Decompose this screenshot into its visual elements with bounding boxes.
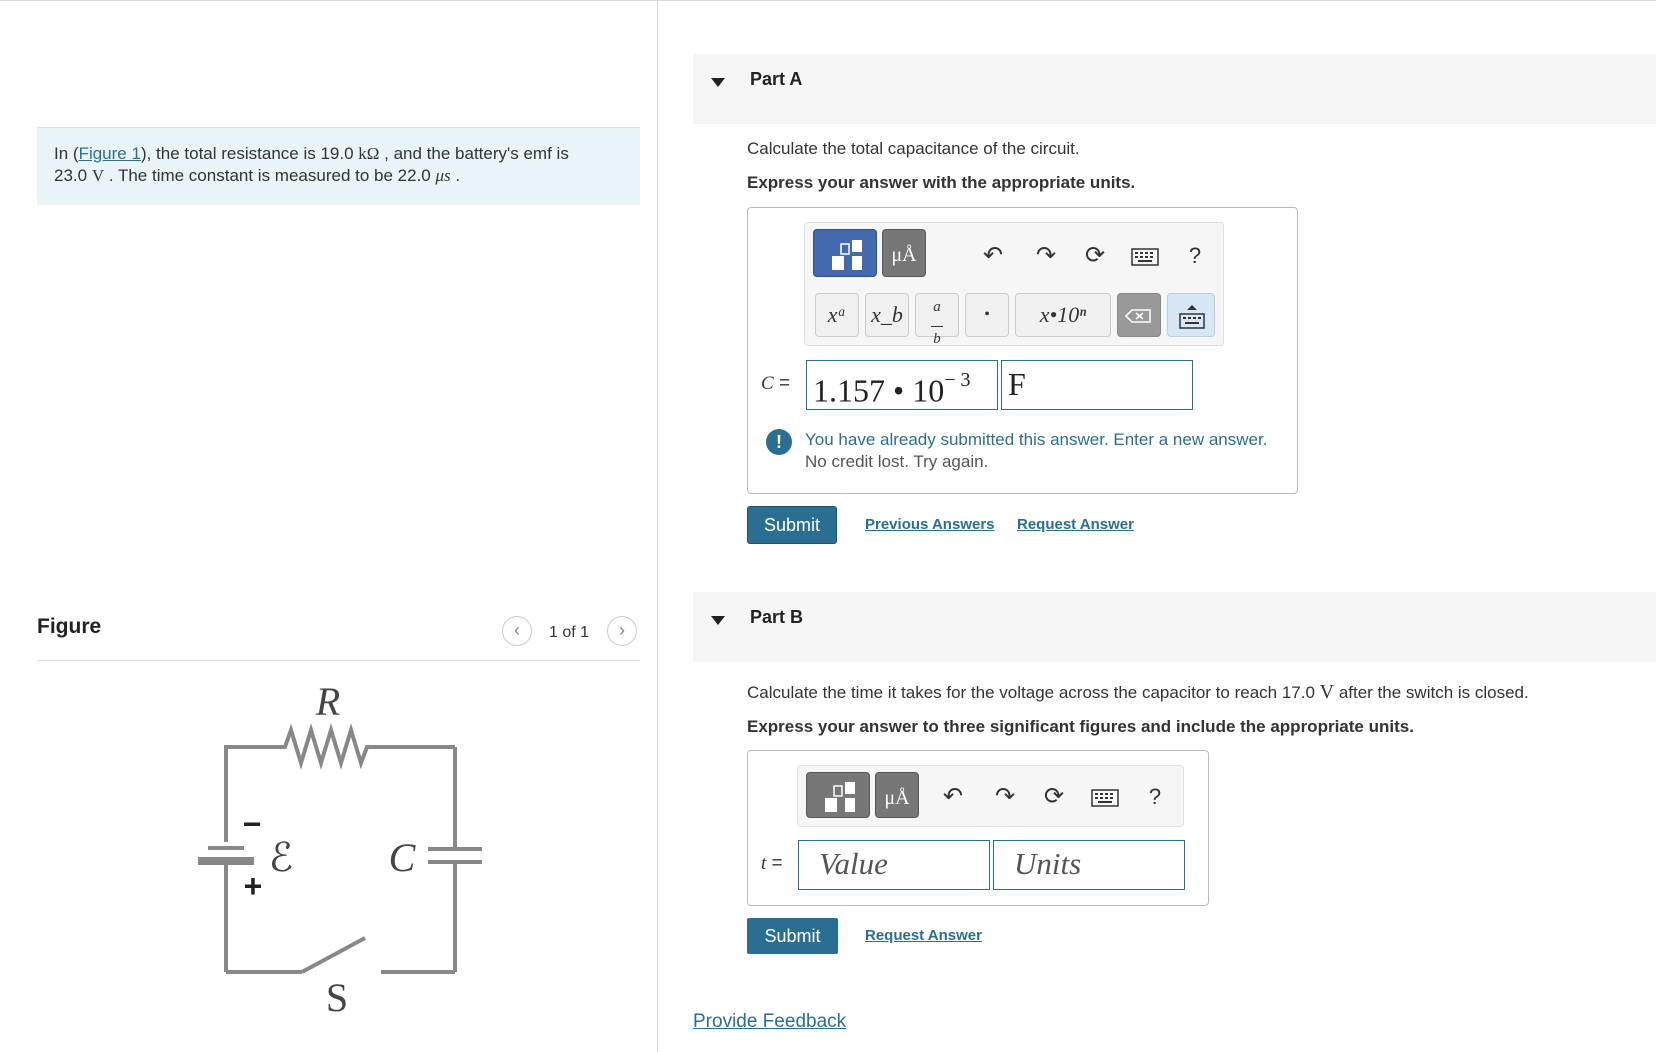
part-b-title: Part B (750, 607, 804, 627)
prev-figure-button[interactable] (502, 616, 532, 646)
reset-icon[interactable]: ⟳ (1084, 242, 1106, 269)
templates-button[interactable] (806, 772, 870, 818)
keyboard-icon[interactable] (1130, 245, 1160, 273)
time-unit: μs (435, 166, 451, 185)
part-b-math-toolbar (797, 765, 1184, 827)
problem-text: , and the battery's emf is (379, 144, 569, 163)
units-value: F (1008, 366, 1026, 402)
next-figure-button[interactable] (607, 616, 637, 646)
problem-statement (37, 127, 640, 205)
question-unit: V (1319, 681, 1335, 703)
time-value-input[interactable]: Value (798, 840, 990, 890)
part-b-question (747, 681, 1529, 704)
keyboard-toggle-button[interactable] (1167, 293, 1215, 337)
provide-feedback-link[interactable]: Provide Feedback (693, 1011, 847, 1032)
subscript-button[interactable] (865, 293, 909, 337)
help-icon[interactable]: ? (1148, 784, 1162, 809)
switch-label: S (325, 975, 349, 1020)
top-border (0, 0, 1656, 1)
rc-circuit-diagram (170, 665, 510, 1025)
help-icon[interactable]: ? (1188, 243, 1202, 268)
dot-label: • (984, 306, 990, 323)
superscript-label: xᵃ (827, 302, 847, 327)
chevron-right-icon: › (619, 620, 625, 640)
voltage-unit: V (91, 166, 105, 185)
undo-icon[interactable]: ↶ (982, 242, 1004, 269)
value-mantissa: 1.157 • 10 (813, 372, 945, 409)
part-a-instruction: Express your answer with the appropriate units. (747, 173, 1136, 192)
previous-answers-link[interactable]: Previous Answers (865, 516, 995, 533)
problem-text: . The time constant is measured to be 22.0 (104, 166, 436, 185)
figure-title: Figure (37, 615, 102, 638)
templates-icon (807, 773, 871, 819)
resistor-label: R (315, 679, 341, 724)
units-button[interactable] (875, 772, 919, 818)
value-exponent: − 3 (944, 369, 971, 391)
question-text: Calculate the time it takes for the voltage across the capacitor to reach 17.0 (747, 683, 1320, 702)
figure-link[interactable]: Figure 1 (78, 144, 141, 163)
templates-button[interactable] (813, 229, 877, 277)
figure-pager: 1 of 1 (549, 624, 590, 641)
time-variable-label: t = (761, 853, 783, 874)
part-b-instruction: Express your answer to three significant figures and include the appropriate units. (747, 717, 1414, 736)
templates-icon (814, 230, 878, 278)
capacitance-value-field[interactable] (806, 360, 998, 410)
subscript-label: x_b (871, 302, 903, 327)
redo-icon[interactable]: ↷ (994, 783, 1016, 810)
emf-label: ℰ (268, 835, 294, 880)
minus-sign: − (242, 806, 262, 842)
capacitance-units-field[interactable] (1001, 360, 1193, 410)
collapse-caret-icon (711, 616, 725, 625)
part-a-header[interactable] (693, 54, 1656, 124)
switch-arm (302, 938, 365, 972)
capacitance-variable-label: C = (761, 373, 791, 394)
sci-notation-label: x•10ⁿ (1039, 302, 1087, 327)
alert-icon: ! (766, 429, 792, 455)
units-button-label: μÅ (891, 244, 917, 266)
redo-icon[interactable]: ↷ (1035, 242, 1057, 269)
part-a-title: Part A (750, 69, 803, 89)
part-a-request-answer-link[interactable]: Request Answer (1017, 516, 1134, 533)
superscript-button[interactable] (815, 293, 859, 337)
part-a-answer-box (747, 207, 1298, 494)
collapse-caret-icon (711, 78, 725, 87)
part-a-math-toolbar (804, 222, 1224, 346)
time-units-input[interactable]: Units (993, 840, 1185, 890)
alert-message: You have already submitted this answer. Enter a new answer. (805, 430, 1268, 449)
alert-submessage: No credit lost. Try again. (805, 452, 989, 471)
units-button-label: μÅ (884, 787, 910, 809)
part-a-question: Calculate the total capacitance of the circuit. (747, 139, 1080, 158)
problem-text: In ( (54, 144, 79, 163)
problem-text: 23.0 (54, 166, 92, 185)
fraction-numerator: a (933, 299, 941, 315)
resistance-unit: kΩ (358, 144, 380, 163)
undo-icon[interactable]: ↶ (942, 783, 964, 810)
question-text: after the switch is closed. (1334, 683, 1529, 702)
resistor-wire (226, 730, 455, 763)
part-b-header[interactable] (693, 592, 1656, 662)
backspace-button[interactable] (1117, 293, 1161, 337)
fraction-button[interactable] (915, 293, 959, 347)
units-button[interactable] (882, 229, 926, 277)
problem-text: . (450, 166, 461, 185)
scientific-notation-button[interactable] (1015, 293, 1111, 337)
dot-button[interactable] (965, 293, 1009, 337)
keyboard-icon[interactable] (1090, 786, 1120, 814)
plus-sign: + (243, 868, 263, 904)
part-a-submit-button[interactable]: Submit (748, 507, 836, 543)
problem-text: ), the total resistance is 19.0 (140, 144, 359, 163)
chevron-left-icon: ‹ (514, 620, 520, 640)
capacitor-label: C (388, 835, 416, 880)
pane-divider (657, 0, 658, 1052)
backspace-icon (1118, 294, 1162, 338)
part-b-submit-button[interactable]: Submit (747, 918, 838, 954)
fraction-denominator: b (933, 331, 941, 347)
part-b-request-answer-link[interactable]: Request Answer (865, 927, 982, 944)
part-b-answer-box (747, 750, 1209, 906)
keyboard-toggle-icon (1168, 294, 1216, 338)
figure-header (37, 612, 640, 661)
reset-icon[interactable]: ⟳ (1043, 783, 1065, 810)
